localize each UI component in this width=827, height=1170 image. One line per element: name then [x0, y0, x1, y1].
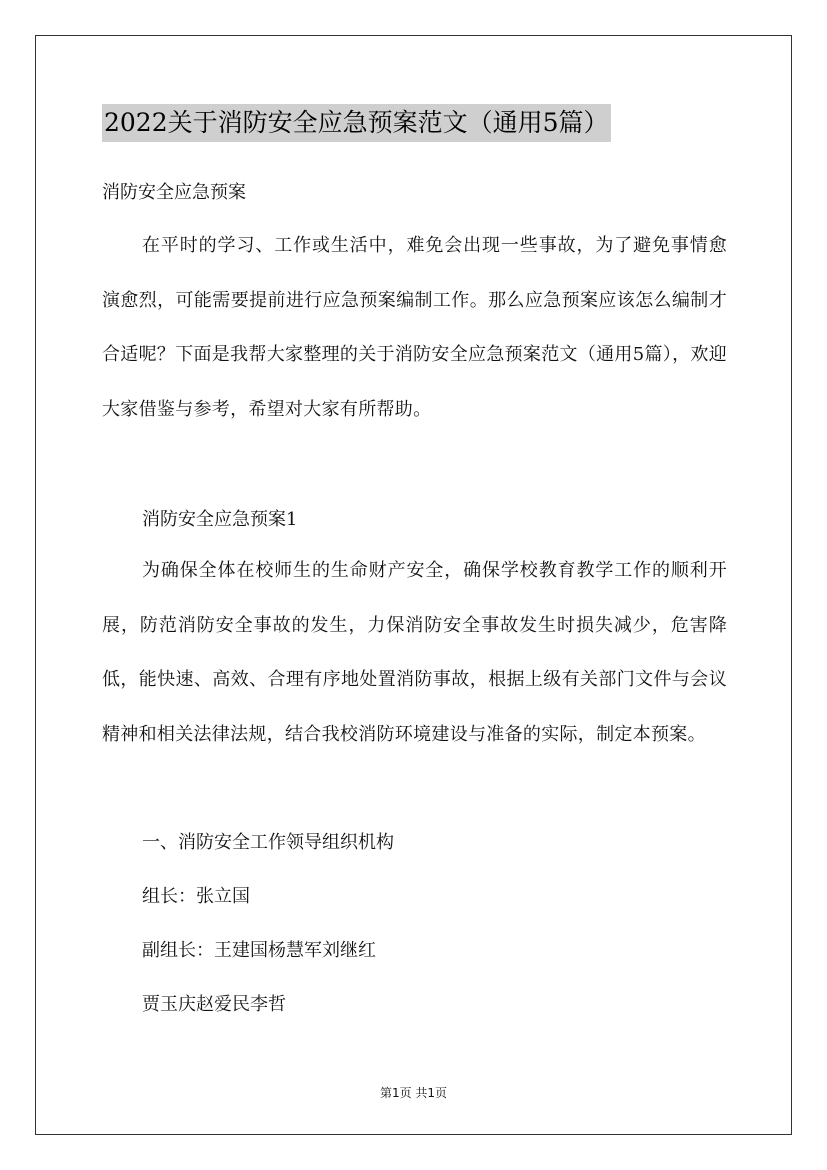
intro-paragraph: 在平时的学习、工作或生活中，难免会出现一些事故，为了避免事情愈演愈烈，可能需要提前进行应急预案编制工作。那么应急预案应该怎么编制才合适呢？下面是我帮大家整理的关于消防安全应急预案范文（通用5篇），欢迎大家借鉴与参考，希望对大家有所帮助。	[102, 235, 727, 420]
section-1-paragraph: 为确保全体在校师生的生命财产安全，确保学校教育教学工作的顺利开展，防范消防安全事故的发生，力保消防安全事故发生时损失减少，危害降低，能快速、高效、合理有序地处置消防事故，根据上级有关部门文件与会议精神和相关法律法规，结合我校消防环境建设与准备的实际，制定本预案。	[102, 560, 727, 745]
leader-line: 组长：张立国	[142, 886, 250, 907]
page-footer: 第1页 共1页	[379, 1086, 448, 1100]
document-subtitle: 消防安全应急预案	[102, 182, 246, 203]
deputy-leader-line: 副组长：王建国杨慧军刘继红	[142, 940, 376, 961]
section-1-title: 消防安全应急预案1	[142, 509, 298, 530]
heading-organization: 一、消防安全工作领导组织机构	[142, 832, 394, 853]
members-line: 贾玉庆赵爱民李哲	[142, 994, 286, 1015]
document-title: 2022关于消防安全应急预案范文（通用5篇）	[102, 104, 611, 142]
